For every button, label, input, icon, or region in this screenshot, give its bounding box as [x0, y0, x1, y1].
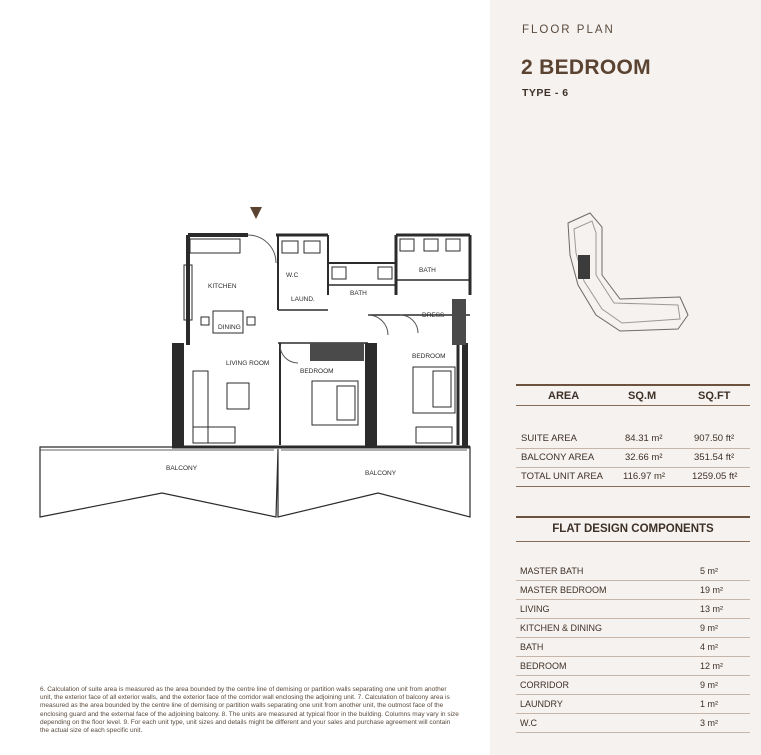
component-row	[516, 694, 750, 714]
area-row-divider	[516, 467, 750, 468]
component-row	[516, 599, 750, 619]
component-value: 5 m²	[700, 566, 718, 576]
key-plan-drawing	[560, 205, 700, 345]
sqm-header-label: SQ.M	[628, 390, 657, 402]
room-label-balcony-1: BALCONY	[166, 465, 198, 472]
area-row-sqm: 32.66 m²	[625, 452, 663, 463]
component-value: 19 m²	[700, 585, 724, 595]
area-row-label: SUITE AREA	[521, 433, 577, 444]
area-header-label: AREA	[548, 390, 580, 402]
component-name: KITCHEN & DINING	[520, 623, 603, 633]
room-label-bath-2: BATH	[419, 267, 436, 274]
component-name: LIVING	[520, 604, 550, 614]
room-label-bath-1: BATH	[350, 290, 367, 297]
area-row-sqm: 116.97 m²	[623, 471, 666, 482]
component-name: W.C	[520, 718, 537, 728]
component-value: 3 m²	[700, 718, 718, 728]
component-value: 12 m²	[700, 661, 724, 671]
room-label-bedroom-2: BEDROOM	[412, 353, 446, 360]
component-row	[516, 580, 750, 600]
area-row-sqft: 1259.05 ft²	[692, 471, 738, 482]
eyebrow-label: FLOOR PLAN	[522, 24, 615, 36]
area-row-label: TOTAL UNIT AREA	[521, 471, 604, 482]
area-table-top-rule	[516, 384, 750, 386]
floor-plan-drawing	[38, 205, 478, 525]
area-row-sqft: 351.54 ft²	[694, 452, 735, 463]
component-row	[516, 561, 750, 581]
unit-type: TYPE - 6	[522, 87, 569, 99]
component-name: MASTER BATH	[520, 566, 584, 576]
component-value: 9 m²	[700, 623, 718, 633]
component-value: 9 m²	[700, 680, 718, 690]
area-row-sqm: 84.31 m²	[625, 433, 663, 444]
components-top-rule	[516, 516, 750, 518]
component-row	[516, 656, 750, 676]
entry-arrow-icon	[250, 207, 262, 219]
page-title: 2 BEDROOM	[521, 56, 651, 79]
area-row-divider	[516, 448, 750, 449]
footnote-text: 6. Calculation of suite area is measured as the area bounded by the centre line of demising or partition walls separating one unit from another unit, the exterior face of all exterior walls, and the exterior face of the corridor wall enclosing the adjoining unit. 7. Calculation of balcony area is measured as the area bounded by the centre line of demising or partition walls separating one unit from another unit, the outmost face of the enclosing guard and the external face of the adjoining balcony. 8. The units are measured at typical floor in the building. Columns may vary in size depending on the floor level. 9. For each unit type, unit sizes and details might be different and your sales and purchase agreement will contain the actual size of each specific unit.	[40, 686, 459, 735]
room-label-balcony-2: BALCONY	[365, 470, 397, 477]
component-name: BEDROOM	[520, 661, 567, 671]
room-label-dress: DRESS	[422, 312, 445, 319]
room-label-wc: W.C	[286, 272, 299, 279]
area-row-sqft: 907.50 ft²	[694, 433, 735, 444]
component-name: CORRIDOR	[520, 680, 569, 690]
components-title: FLAT DESIGN COMPONENTS	[552, 523, 714, 535]
component-name: LAUNDRY	[520, 699, 563, 709]
area-row-label: BALCONY AREA	[521, 452, 595, 463]
component-row	[516, 675, 750, 695]
area-table-header-rule	[516, 405, 750, 406]
room-label-kitchen: KITCHEN	[208, 283, 237, 290]
component-row	[516, 713, 750, 733]
area-table-bottom-rule	[516, 486, 750, 487]
room-label-living: LIVING ROOM	[226, 360, 270, 367]
component-value: 1 m²	[700, 699, 718, 709]
component-value: 4 m²	[700, 642, 718, 652]
component-row	[516, 618, 750, 638]
room-label-bedroom-1: BEDROOM	[300, 368, 334, 375]
component-name: MASTER BEDROOM	[520, 585, 607, 595]
components-title-rule	[516, 541, 750, 542]
room-label-dining: DINING	[218, 324, 241, 331]
component-value: 13 m²	[700, 604, 724, 614]
sqft-header-label: SQ.FT	[698, 390, 731, 402]
component-row	[516, 637, 750, 657]
room-label-laund: LAUND.	[291, 296, 315, 303]
component-name: BATH	[520, 642, 544, 652]
